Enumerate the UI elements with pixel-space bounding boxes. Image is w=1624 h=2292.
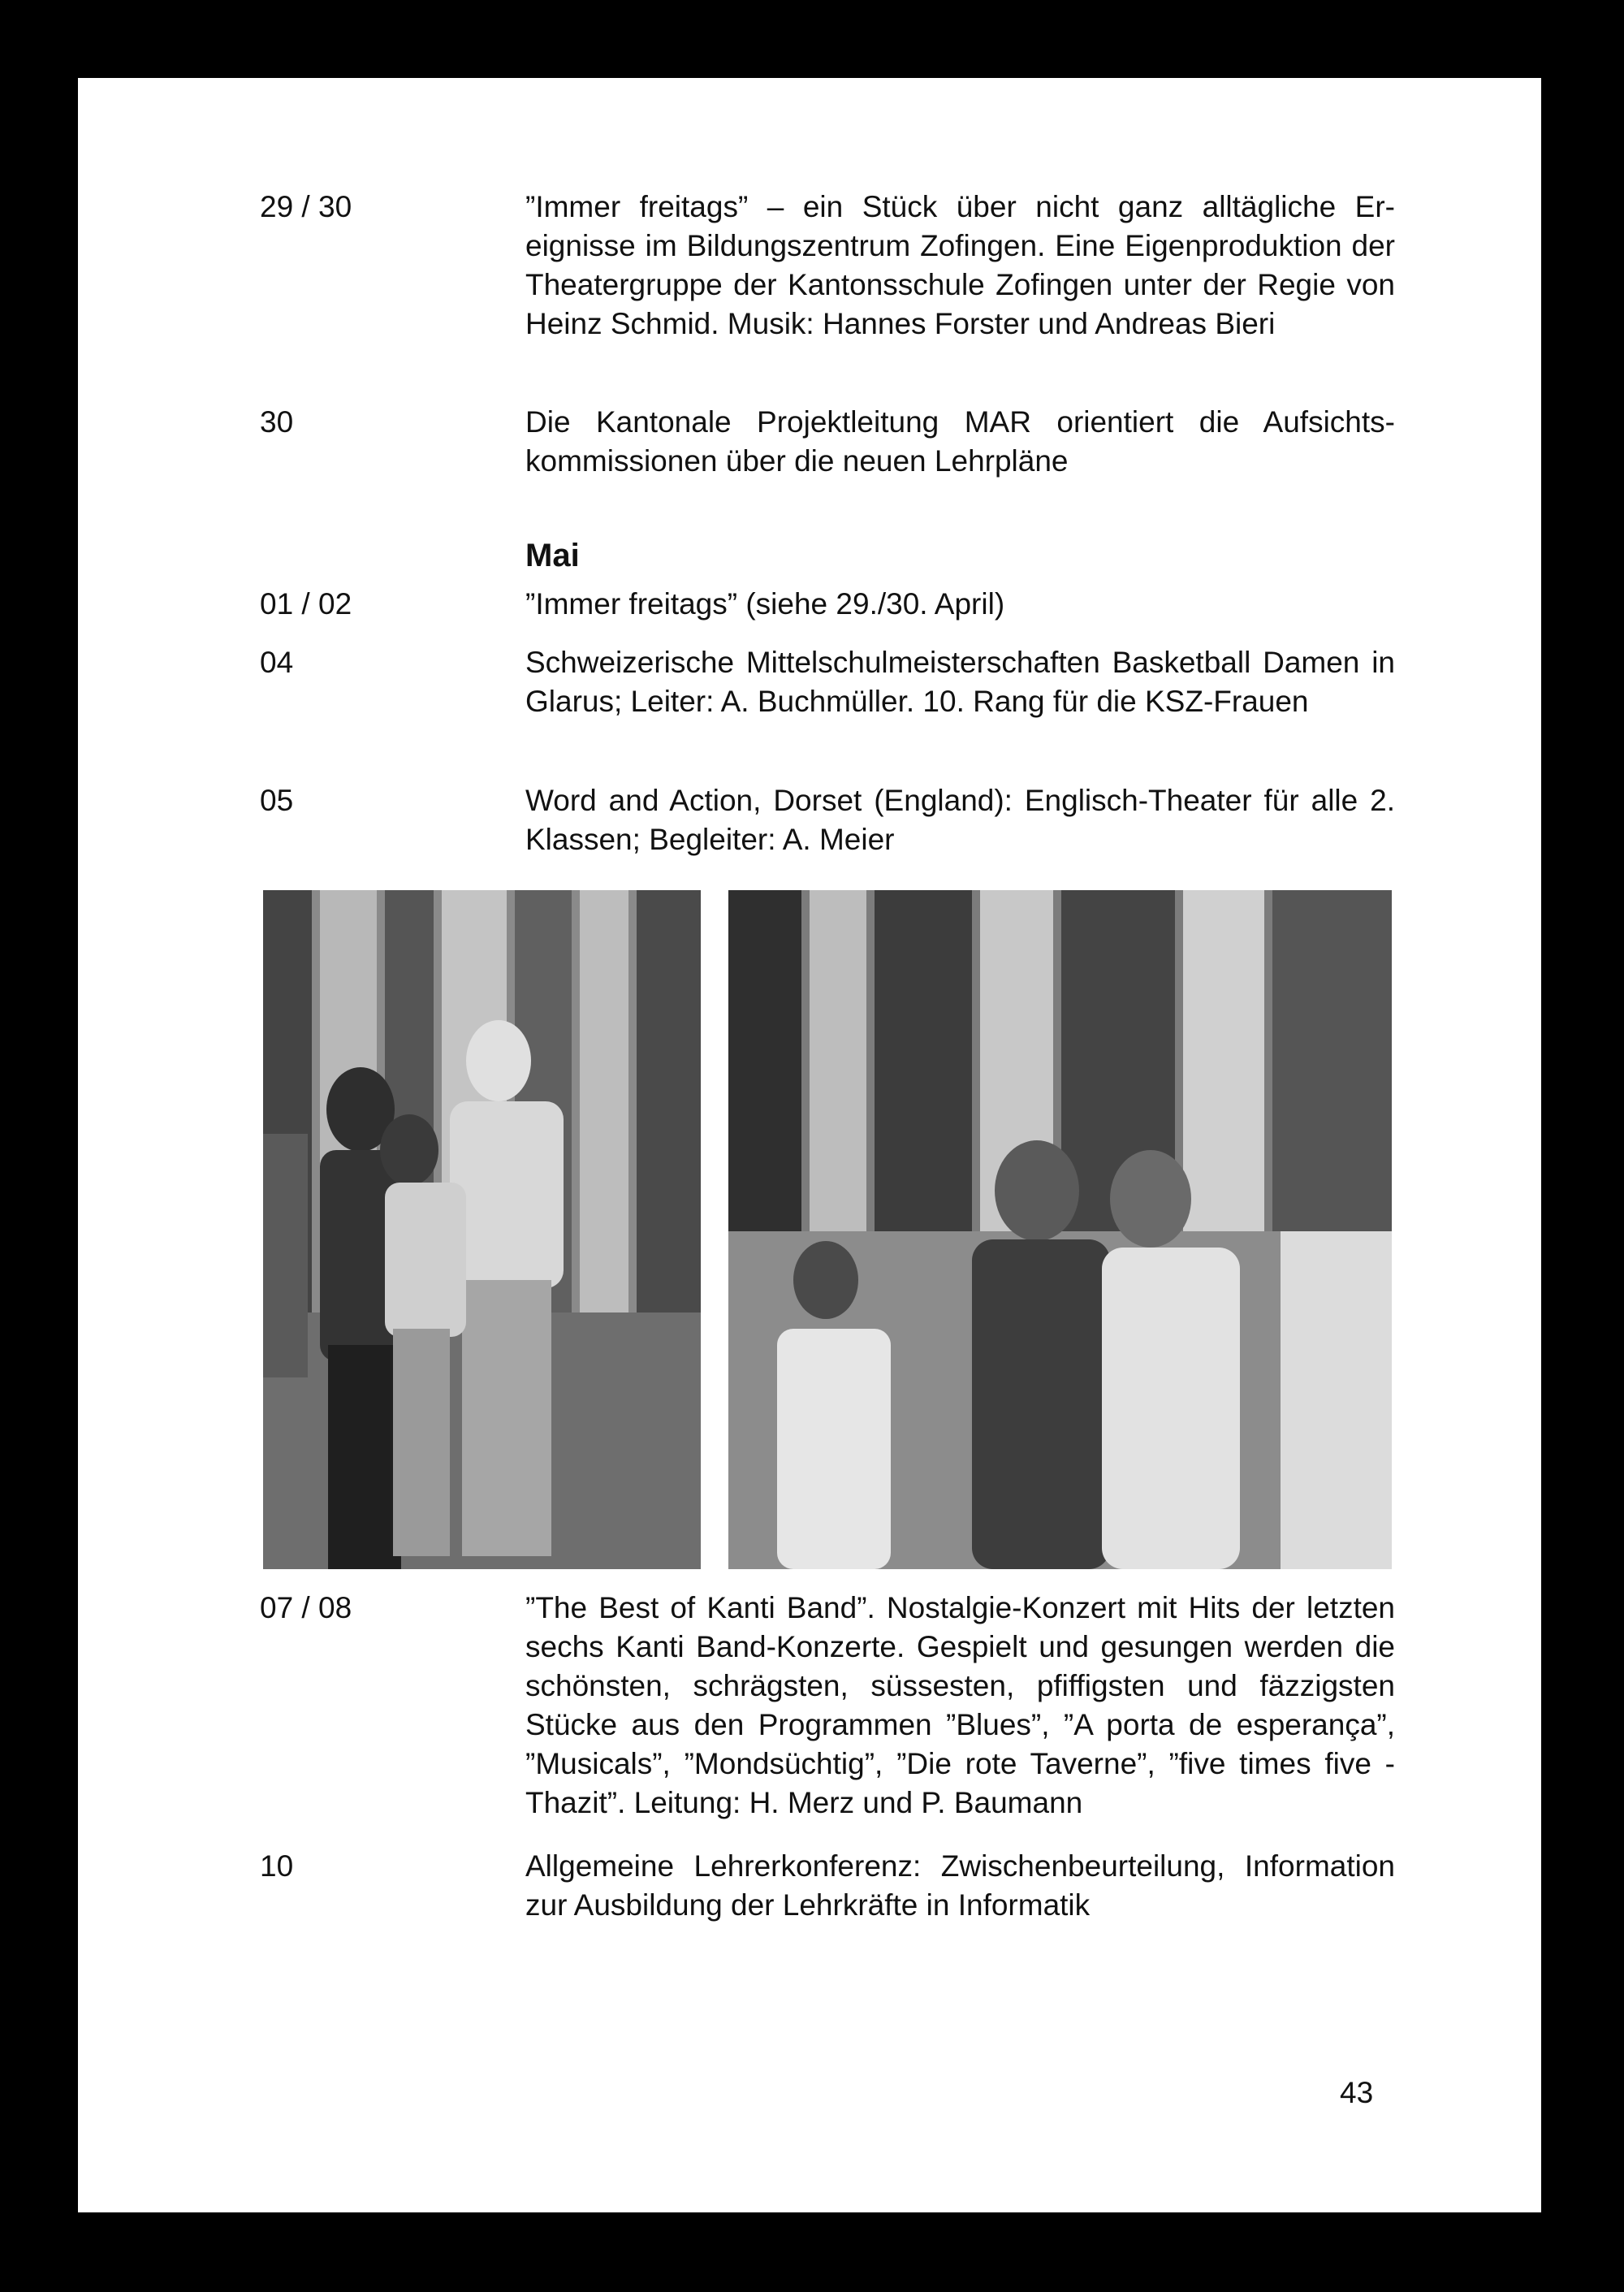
- entry-05: [260, 781, 1478, 859]
- entry-01-02: [260, 585, 1478, 624]
- document-page: [78, 78, 1541, 2212]
- photo-two-boys: [728, 890, 1392, 1569]
- entry-date: 05: [260, 784, 294, 817]
- entry-text: Die Kantonale Projektleitung MAR orientiert die Aufsichtskommissionen über die neuen Lehrpläne: [525, 405, 1395, 478]
- entry-29-30: [260, 188, 1478, 344]
- entry-10: [260, 1847, 1478, 1925]
- entry-30: [260, 403, 1478, 481]
- photo-two-boys-image: [728, 890, 1392, 1569]
- entry-date: 30: [260, 405, 294, 439]
- entry-text: ”The Best of Kanti Band”. Nostalgie-Konzert mit Hits der letzten sechs Kanti Band-Konzerte. Gespielt und gesungen werden die schönsten, schrägsten, süssesten, pfiffigsten und fäzzigsten Stücke aus den Programmen ”Blues”, ”A porta de esperança”, ”Musicals”, ”Mondsüchtig”, ”Die rote Taverne”, ”five times five - Thazit”. Leitung: H. Merz und P. Baumann: [525, 1591, 1395, 1819]
- photo-dancing-girls-image: [263, 890, 701, 1569]
- entry-07-08: [260, 1589, 1478, 1823]
- photo-dancing-girls: [263, 890, 701, 1569]
- entry-date: 07 / 08: [260, 1591, 352, 1624]
- entry-date: 04: [260, 646, 294, 679]
- entry-text: ”Immer freitags” (siehe 29./30. April): [525, 587, 1005, 621]
- entry-text: Allgemeine Lehrerkonferenz: Zwischenbeurteilung, Information zur Ausbildung der Lehrkräfte in Informatik: [525, 1849, 1395, 1922]
- entry-date: 10: [260, 1849, 294, 1883]
- month-heading: Mai: [525, 538, 580, 573]
- entry-text: Schweizerische Mittelschulmeisterschaften Basketball Damen in Glarus; Leiter: A. Buchmüller. 10. Rang für die KSZ-Frauen: [525, 646, 1395, 718]
- page-number: 43: [1340, 2076, 1374, 2109]
- entry-04: [260, 643, 1478, 721]
- entry-text: ”Immer freitags” – ein Stück über nicht ganz alltägliche Ereignisse im Bildungszentrum Zofingen. Eine Eigenproduktion der Theatergruppe der Kantonsschule Zofingen unter der Regie von Heinz Schmid. Musik: Hannes Forster und Andreas Bieri: [525, 190, 1395, 340]
- entry-date: 29 / 30: [260, 190, 352, 223]
- entry-date: 01 / 02: [260, 587, 352, 621]
- entry-text: Word and Action, Dorset (England): Englisch-Theater für alle 2. Klassen; Begleiter: A. Meier: [525, 784, 1395, 856]
